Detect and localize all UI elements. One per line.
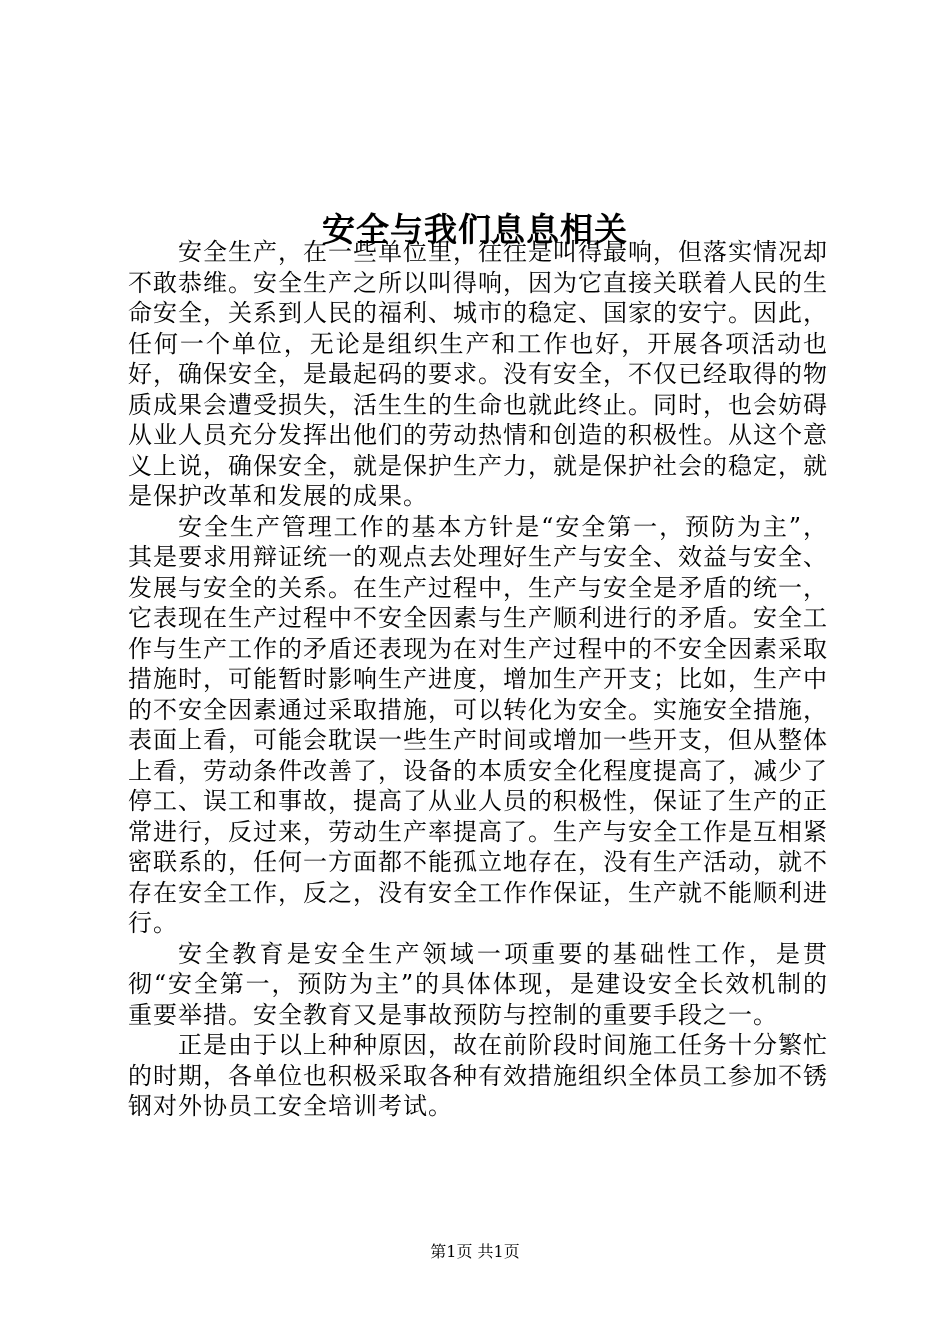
paragraph-4: 正是由于以上种种原因，故在前阶段时间施工任务十分繁忙的时期，各单位也积极采取各种有效措施组织全体员工参加不锈钢对外协员工安全培训考试。 (128, 1031, 828, 1120)
document-title: 安全与我们息息相关 (322, 210, 628, 250)
paragraph-1: 安全生产，在一些单位里，往往是叫得最响，但落实情况却不敢恭维。安全生产之所以叫得响，因为它直接关联着人民的生命安全，关系到人民的福利、城市的稳定、国家的安宁。因此，任何一个单位，无论是组织生产和工作也好，开展各项活动也好，确保安全，是最起码的要求。没有安全，不仅已经取得的物质成果会遭受损失，活生生的生命也就此终止。同时，也会妨碍从业人员充分发挥出他们的劳动热情和创造的积极性。从这个意义上说，确保安全，就是保护生产力，就是保护社会的稳定，就是保护改革和发展的成果。 (128, 238, 828, 510)
document-body (128, 237, 828, 1122)
paragraph-2: 安全生产管理工作的基本方针是“安全第一，预防为主”，其是要求用辩证统一的观点去处理好生产与安全、效益与安全、发展与安全的关系。在生产过程中，生产与安全是矛盾的统一，它表现在生产过程中不安全因素与生产顺利进行的矛盾。安全工作与生产工作的矛盾还表现为在对生产过程中的不安全因素采取措施时，可能暂时影响生产进度，增加生产开支；比如，生产中的不安全因素通过采取措施，可以转化为安全。实施安全措施，表面上看，可能会耽误一些生产时间或增加一些开支，但从整体上看，劳动条件改善了，设备的本质安全化程度提高了，减少了停工、误工和事故，提高了从业人员的积极性，保证了生产的正常进行，反过来，劳动生产率提高了。生产与安全工作是互相紧密联系的，任何一方面都不能孤立地存在，没有生产活动，就不存在安全工作，反之，没有安全工作作保证，生产就不能顺利进行。 (128, 512, 828, 937)
paragraph-3: 安全教育是安全生产领域一项重要的基础性工作，是贯彻“安全第一，预防为主”的具体体现，是建设安全长效机制的重要举措。安全教育又是事故预防与控制的重要手段之一。 (128, 939, 828, 1029)
page-number-footer: 第1页 共1页 (430, 1242, 520, 1261)
